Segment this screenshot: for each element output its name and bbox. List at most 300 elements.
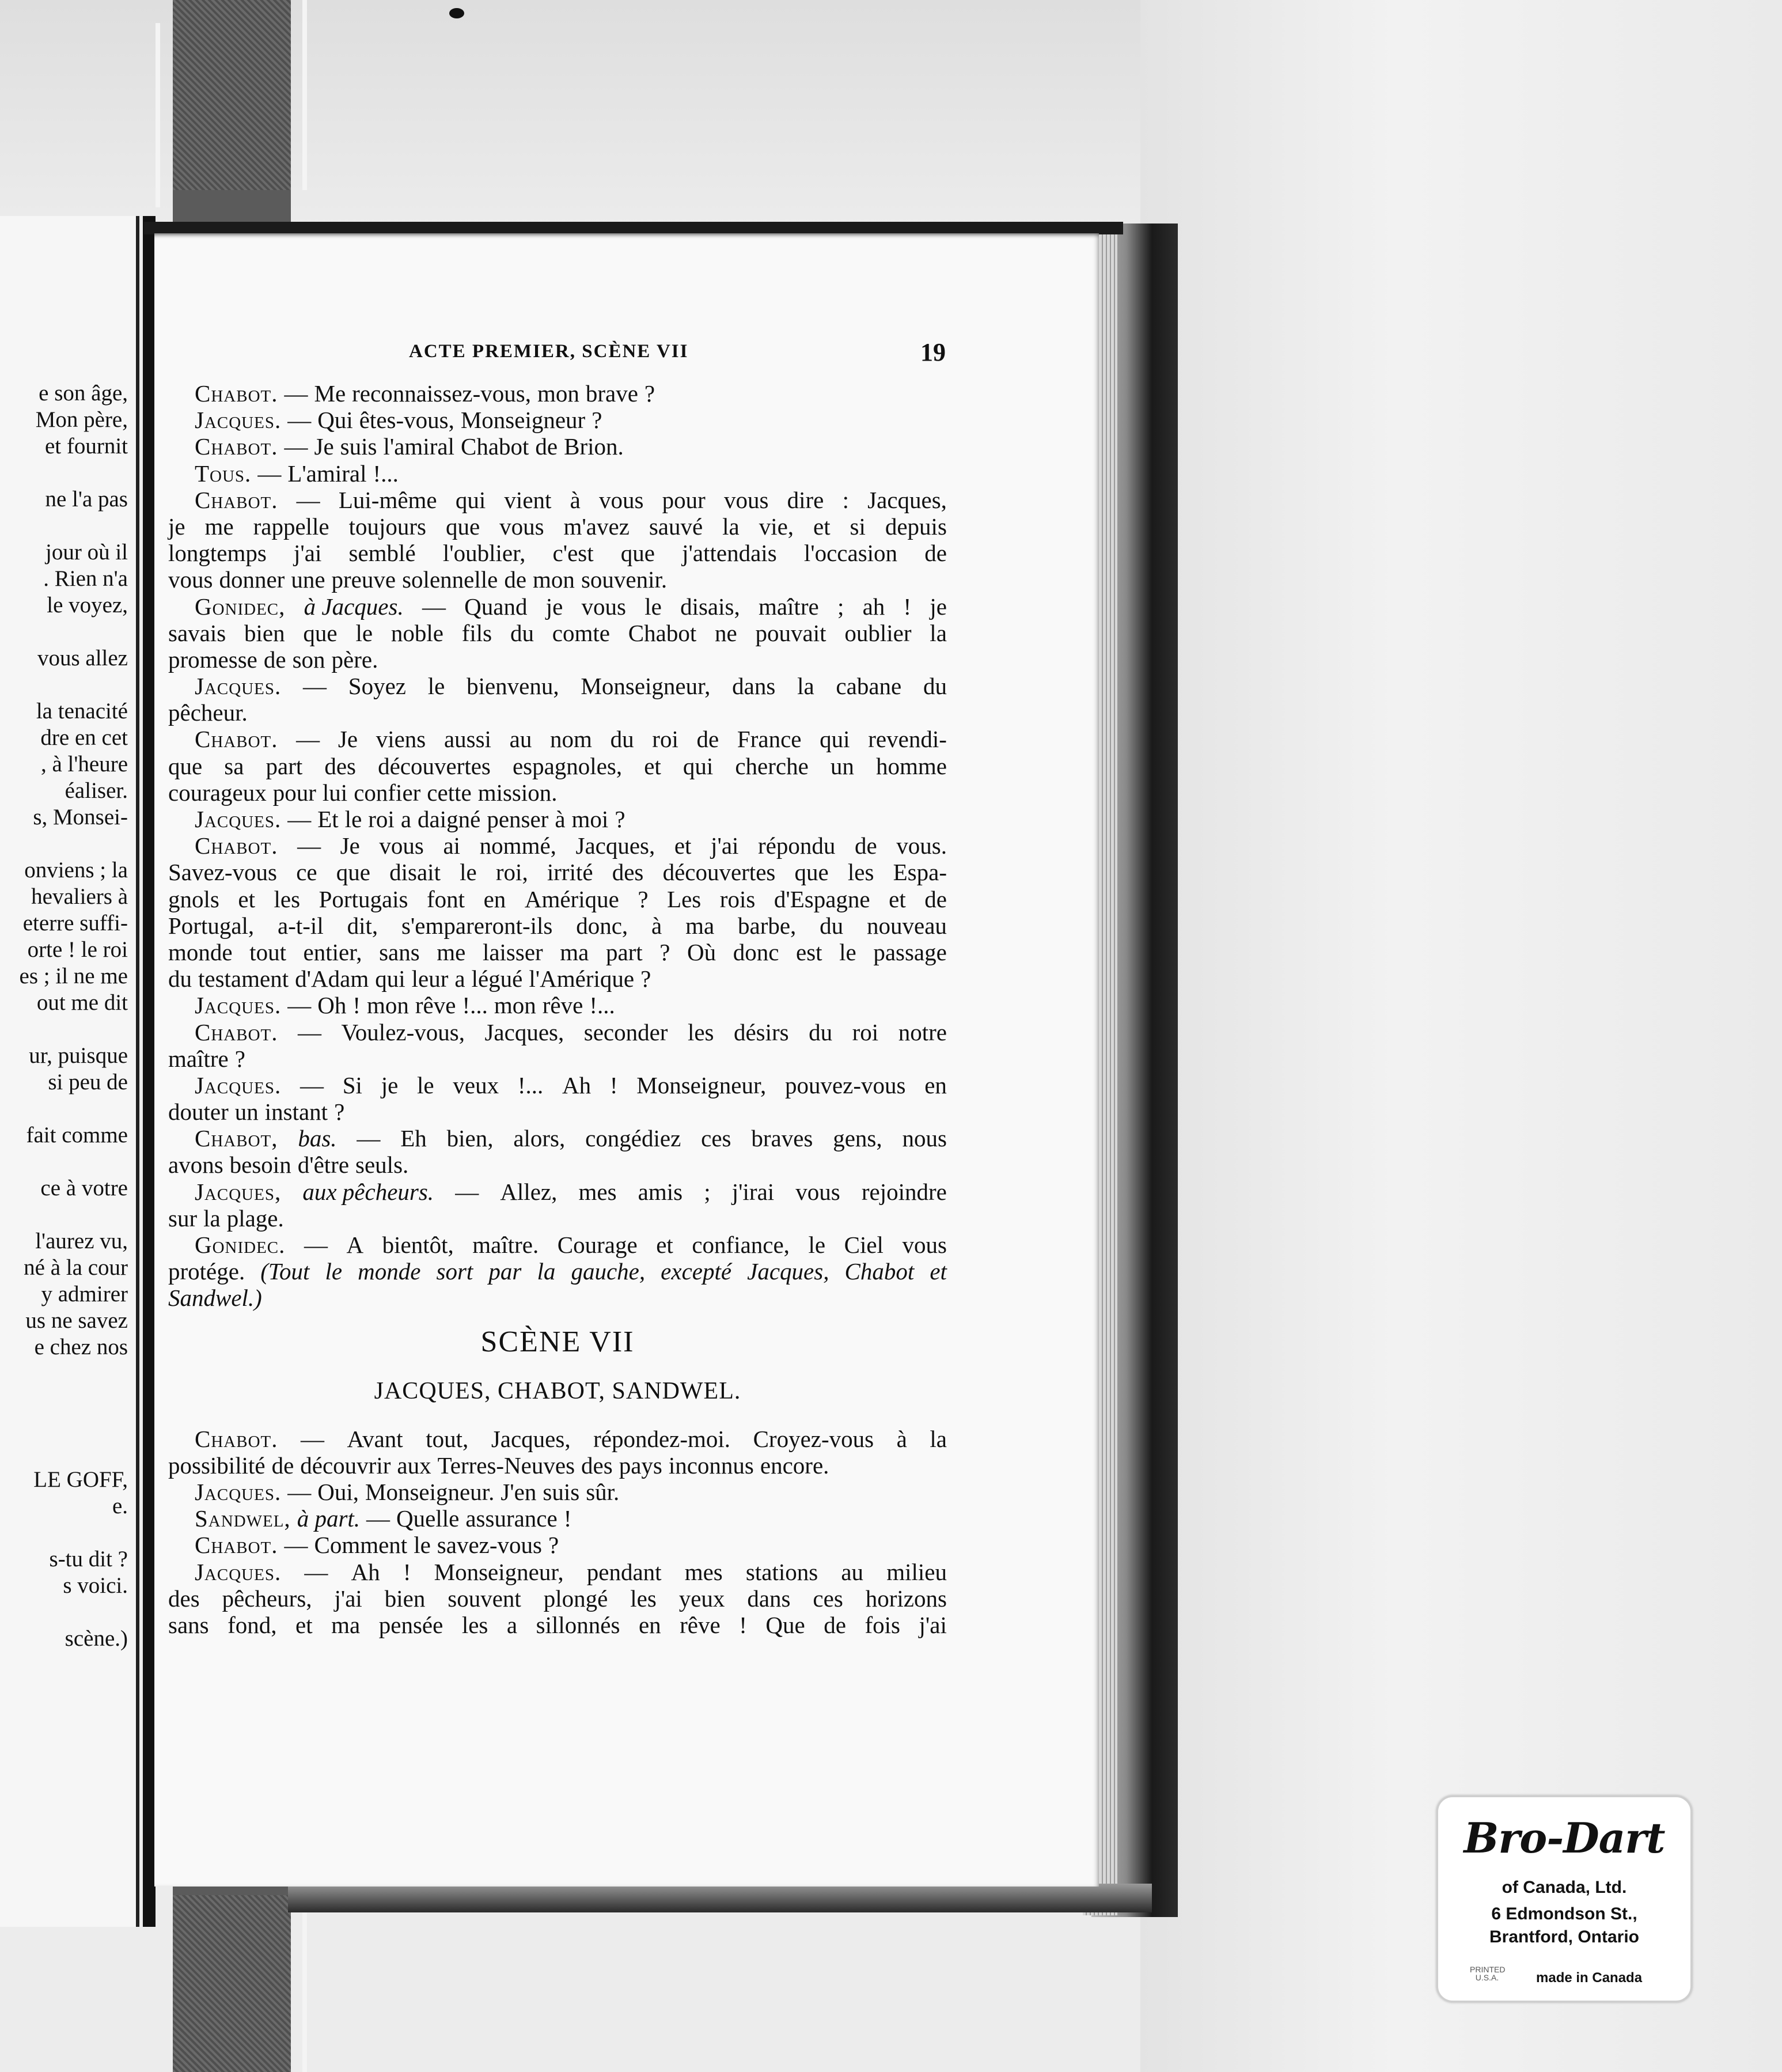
left-page-text-fragment: Mon père, <box>35 407 128 432</box>
word: rejoindre <box>861 1178 947 1205</box>
word: barbe, <box>738 912 797 939</box>
word: au <box>841 1558 864 1585</box>
page-number: 19 <box>920 338 946 366</box>
word: plage. <box>226 1204 284 1232</box>
left-page-text-fragment: la tenacité <box>36 699 128 724</box>
word: la <box>797 673 814 700</box>
word: Chabot <box>628 619 697 646</box>
word: rois <box>719 885 756 912</box>
word: que <box>168 752 203 779</box>
text-line <box>168 1072 947 1098</box>
word: le <box>427 673 445 700</box>
word: et <box>656 1232 673 1258</box>
word: yeux <box>678 1585 725 1612</box>
word: — <box>357 1125 381 1152</box>
word: veux <box>453 1071 499 1098</box>
left-page-text-fragment: us ne savez <box>25 1308 128 1333</box>
stage-direction: aux pêcheurs. <box>302 1178 434 1205</box>
text-line <box>168 646 947 673</box>
word: et <box>674 832 692 859</box>
scene-cast: JACQUES, CHABOT, SANDWEL. <box>374 1377 741 1404</box>
word: ma <box>685 912 715 939</box>
word: et <box>238 885 255 912</box>
word: — <box>284 1532 308 1559</box>
word: maître. <box>472 1232 539 1258</box>
word: ! <box>403 1558 411 1585</box>
stage-direction-word: monde <box>358 1258 421 1285</box>
speaker-name: Tous. <box>195 460 252 487</box>
word: en <box>483 885 506 912</box>
text-line <box>168 1612 947 1638</box>
word: fois <box>865 1611 900 1638</box>
stage-direction-word: sort <box>436 1258 473 1285</box>
word: !... <box>373 460 399 487</box>
word: que <box>794 859 829 886</box>
word: plongé <box>543 1585 608 1612</box>
left-page-text-fragment: y admirer <box>41 1282 128 1306</box>
word: Jacques, <box>575 832 655 859</box>
word: France <box>737 726 802 753</box>
text-line <box>168 806 947 832</box>
word: Monseigneur, <box>434 1558 564 1585</box>
word: noble <box>390 619 443 646</box>
word: — <box>303 673 327 700</box>
word: Comment <box>314 1532 408 1559</box>
left-page-text-fragment: s voici. <box>63 1573 128 1598</box>
word: Ah <box>351 1558 380 1585</box>
word: découvertes <box>378 752 491 779</box>
word: aux <box>397 1452 431 1479</box>
word: et <box>295 1611 313 1638</box>
stage-direction-word: excepté <box>661 1258 732 1285</box>
word: oublier <box>844 619 912 646</box>
word: ce <box>296 859 317 886</box>
text-line <box>168 1505 947 1532</box>
binding-thread <box>302 0 307 190</box>
word: je <box>545 593 563 620</box>
word: sans <box>168 1611 209 1638</box>
word: la <box>203 1204 221 1232</box>
word: — <box>301 1425 325 1452</box>
word: fils <box>461 619 492 646</box>
word: solennelle <box>402 566 498 593</box>
stage-direction-word: la <box>537 1258 556 1285</box>
word: roi <box>852 1018 879 1046</box>
text-line <box>168 593 947 620</box>
word: maître <box>168 1045 229 1072</box>
speaker-name: Chabot. <box>195 433 278 460</box>
word: longtemps <box>168 540 267 567</box>
word: le <box>644 593 662 620</box>
word: me <box>204 513 234 540</box>
word: Brion. <box>564 433 624 460</box>
word: vous <box>723 486 769 513</box>
word: les <box>630 1585 657 1612</box>
word: tout <box>249 938 286 965</box>
word: : <box>842 486 849 513</box>
word: je <box>168 513 185 540</box>
word: rêve <box>415 992 456 1019</box>
left-page-text-fragment: e chez nos <box>34 1335 128 1359</box>
word: — <box>297 1018 321 1046</box>
word: ah <box>862 593 885 620</box>
word: — <box>299 1071 324 1098</box>
word: donc, <box>576 912 628 939</box>
word: ma <box>560 938 589 965</box>
word: braves <box>751 1125 813 1152</box>
word: disait <box>389 859 441 886</box>
word: Quand <box>464 593 528 620</box>
word: l'amiral <box>383 433 454 460</box>
word: — <box>422 593 446 620</box>
text-line <box>168 726 947 752</box>
word: — <box>304 1232 328 1258</box>
word: !... <box>462 992 488 1019</box>
word: a <box>400 806 412 832</box>
word: la <box>930 1425 947 1452</box>
word: Les <box>667 885 702 912</box>
text-line <box>168 1232 947 1258</box>
word: vous <box>598 486 644 513</box>
word: dans <box>747 1585 791 1612</box>
stage-direction-word: gauche, <box>571 1258 646 1285</box>
speaker-name: Jacques, <box>195 1178 282 1205</box>
word: Si <box>342 1071 362 1098</box>
word: a <box>506 1611 518 1638</box>
speaker-name: Jacques. <box>195 806 282 832</box>
word: seuls. <box>355 1151 409 1179</box>
word: pensée <box>378 1611 443 1638</box>
page-text <box>168 380 947 1638</box>
speaker-name: Chabot. <box>195 832 278 859</box>
word: je <box>381 1071 399 1098</box>
word: Et <box>317 806 339 832</box>
speaker-name: Jacques. <box>195 992 282 1019</box>
word: qui <box>455 486 486 513</box>
stamp-address-1: 6 Edmondson St., <box>1491 1904 1637 1923</box>
text-line <box>168 939 947 965</box>
text-line <box>168 1285 947 1311</box>
scene-heading <box>168 1312 947 1426</box>
spine-cloth-bottom <box>173 1895 291 2072</box>
word: ! <box>609 1071 618 1098</box>
word: Courage <box>557 1232 638 1258</box>
text-line <box>168 1046 947 1072</box>
word: du <box>610 726 634 753</box>
stage-direction-word: le <box>325 1258 343 1285</box>
text-line <box>168 513 947 540</box>
word: mon <box>533 566 575 593</box>
word: à <box>570 486 581 513</box>
dialogue-part-1 <box>168 380 947 1312</box>
word: penser <box>487 806 549 832</box>
word: Soyez <box>348 673 406 700</box>
word: — <box>296 486 320 513</box>
word: pendant <box>586 1558 662 1585</box>
word: Eh <box>400 1125 427 1152</box>
word: est <box>796 938 822 965</box>
word: vient <box>504 486 552 513</box>
stage-direction-word: Sandwel.) <box>168 1285 262 1312</box>
word: irrité <box>547 859 593 886</box>
word: courageux <box>168 779 267 806</box>
stage-direction-word: Jacques, <box>747 1258 829 1285</box>
word: dit, <box>347 912 378 939</box>
word: j'ai <box>711 832 739 859</box>
word: homme <box>875 752 947 779</box>
word: font <box>427 885 465 912</box>
word: roi, <box>495 859 528 886</box>
left-page-text-fragment: ne l'a pas <box>45 487 128 512</box>
word: et <box>889 885 906 912</box>
word: pouvez-vous <box>784 1071 906 1098</box>
word: et <box>644 752 661 779</box>
word: vous. <box>896 832 947 859</box>
word: aussi <box>443 726 491 753</box>
word: à <box>555 806 566 832</box>
word: Allez, <box>500 1178 558 1205</box>
speaker-name: Jacques. <box>195 1478 282 1505</box>
word: savez-vous <box>437 1532 542 1559</box>
word: c'est <box>552 540 594 567</box>
word: maître <box>758 593 819 620</box>
word: j'irai <box>731 1178 775 1205</box>
word: A <box>346 1232 364 1258</box>
word: légué <box>471 965 523 993</box>
word: Voulez-vous, <box>341 1018 465 1046</box>
word: Portugal, <box>168 912 255 939</box>
left-page-text-fragment: jour où il <box>46 540 128 565</box>
word: sûr. <box>586 1478 620 1505</box>
word: en <box>924 1071 947 1098</box>
word: encore. <box>760 1452 829 1479</box>
word: du <box>820 912 844 939</box>
left-page-text-fragment: s, Monsei- <box>33 805 128 829</box>
word: ; <box>704 1178 711 1205</box>
word: leur <box>411 965 449 993</box>
word: !... <box>589 992 615 1019</box>
stamp-printed-mark: PRINTED U.S.A. <box>1470 1965 1506 1982</box>
word: disais, <box>680 593 740 620</box>
text-line <box>168 540 947 566</box>
word: vous <box>379 832 424 859</box>
word: possibilité <box>168 1452 266 1479</box>
word: le <box>355 619 373 646</box>
word: ! <box>352 992 361 1019</box>
word: ma <box>331 1611 361 1638</box>
word: Je <box>314 433 334 460</box>
word: fond, <box>228 1611 277 1638</box>
word: de <box>924 540 947 567</box>
word: répondez-moi. <box>593 1425 731 1452</box>
word: — <box>296 726 320 753</box>
word: Savez-vous <box>168 859 278 886</box>
word: pêcheur. <box>168 699 248 726</box>
word: découvrir <box>300 1452 391 1479</box>
left-page-text-fragment: ce à votre <box>40 1176 128 1200</box>
word: ? <box>548 1532 559 1559</box>
word: J'en <box>501 1478 537 1505</box>
word: Monseigneur <box>460 407 586 434</box>
word: sans <box>379 938 420 965</box>
word: ? <box>659 938 670 965</box>
word: les <box>274 885 301 912</box>
speaker-name: Chabot. <box>195 380 278 407</box>
left-page-text-fragment: l'aurez vu, <box>35 1229 128 1253</box>
word: — <box>284 380 308 407</box>
word: de <box>696 726 719 753</box>
text-line <box>168 620 947 646</box>
word: vous <box>499 513 544 540</box>
word: Monseigneur, <box>581 673 711 700</box>
word: espagnoles, <box>512 752 623 779</box>
word: Chabot <box>460 433 529 460</box>
stamp-made-in: made in Canada <box>1536 1970 1643 1986</box>
word: dire <box>787 486 824 513</box>
word: part <box>605 938 643 965</box>
word: brave <box>585 380 638 407</box>
stage-direction: à Jacques. <box>304 593 404 620</box>
text-line <box>168 1125 947 1151</box>
word: bien <box>384 1585 426 1612</box>
word: le <box>839 938 856 965</box>
speaker-name: Chabot. <box>195 1018 278 1046</box>
word: Croyez-vous <box>753 1425 874 1452</box>
word: vous <box>795 1178 840 1205</box>
stamp-address-2: Brantford, Ontario <box>1489 1927 1639 1946</box>
dust-speck <box>449 8 464 18</box>
stage-direction-word: et <box>930 1258 947 1285</box>
left-page-text-fragment: out me dit <box>36 990 128 1015</box>
word: Ciel <box>844 1232 884 1258</box>
word: ne <box>715 619 737 646</box>
text-line <box>168 992 947 1018</box>
word: bientôt, <box>382 1232 454 1258</box>
word: j'attendais <box>682 540 777 567</box>
left-page-text-fragment: hevaliers à <box>31 884 128 909</box>
text-line <box>168 1098 947 1125</box>
page-gutter-edge <box>143 216 156 1927</box>
word: Monseigneur. <box>365 1478 495 1505</box>
word: de <box>924 885 947 912</box>
word: le <box>344 806 362 832</box>
word: désirs <box>733 1018 789 1046</box>
word: d'être <box>297 1151 350 1179</box>
stage-direction-word: (Tout <box>260 1258 310 1285</box>
word: milieu <box>886 1558 947 1585</box>
word: — <box>287 407 312 434</box>
left-page-text-fragment: . Rien n'a <box>43 566 128 591</box>
word: tout, <box>426 1425 469 1452</box>
word: les <box>461 1611 488 1638</box>
word: cabane <box>836 673 902 700</box>
speaker-name: Chabot. <box>195 1532 278 1559</box>
left-page-text-fragment: dre en cet <box>40 725 128 750</box>
word: les <box>847 859 874 886</box>
left-page-text-fragment: né à la cour <box>24 1255 128 1280</box>
word: mon <box>367 992 409 1019</box>
text-line <box>168 1258 947 1285</box>
word: gnols <box>168 885 219 912</box>
text-line <box>168 1585 947 1612</box>
text-line <box>168 832 947 859</box>
word: amis <box>638 1178 683 1205</box>
word: cette <box>427 779 472 806</box>
binding-thread <box>156 23 160 207</box>
word: du <box>809 1018 833 1046</box>
word: donner <box>219 566 285 593</box>
word: — <box>455 1178 479 1205</box>
text-line <box>168 566 947 593</box>
text-line <box>168 965 947 992</box>
word: bien, <box>446 1125 494 1152</box>
text-line <box>168 886 947 912</box>
left-page-text-fragment: e. <box>112 1494 128 1518</box>
left-page-text-fragment: si peu de <box>48 1070 128 1094</box>
word: des <box>168 1585 200 1612</box>
word: pour <box>272 779 316 806</box>
word: besoin <box>229 1151 291 1179</box>
speaker-name: Jacques. <box>195 407 282 434</box>
word: Amérique <box>524 885 619 912</box>
word: a <box>454 965 465 993</box>
word: êtes-vous, <box>359 407 454 434</box>
word: sa <box>224 752 244 779</box>
left-page <box>0 216 139 1927</box>
word: !... <box>517 1071 544 1098</box>
word: ! <box>563 1505 572 1532</box>
left-page-text-fragment: s-tu dit ? <box>49 1547 128 1571</box>
word: Oui, <box>317 1478 359 1505</box>
word: Où <box>687 938 716 965</box>
word: monde <box>168 938 233 965</box>
word: notre <box>898 1018 947 1046</box>
word: du <box>923 673 947 700</box>
word: si <box>850 513 866 540</box>
word: sillonnés <box>536 1611 620 1638</box>
word: en <box>638 1611 661 1638</box>
word: vie, <box>759 513 794 540</box>
word: Terres-Neuves <box>437 1452 575 1479</box>
left-page-text-fragment: éaliser. <box>65 778 128 803</box>
speaker-name: Chabot. <box>195 726 278 753</box>
word: des <box>324 752 356 779</box>
word: mes <box>684 1558 723 1585</box>
word: ces <box>813 1585 843 1612</box>
word: Quelle <box>396 1505 460 1532</box>
word: Espa- <box>893 859 947 886</box>
word: de <box>263 646 286 673</box>
text-line <box>168 1426 947 1452</box>
word: à <box>896 1425 907 1452</box>
word: mission. <box>477 779 558 806</box>
text-line <box>168 699 947 726</box>
word: j'ai <box>919 1611 947 1638</box>
word: le <box>417 1071 434 1098</box>
background-right <box>1140 0 1782 2072</box>
word: Portugais <box>319 885 408 912</box>
word: ? <box>615 806 625 832</box>
word: et <box>813 513 831 540</box>
word: Jacques, <box>867 486 947 513</box>
word: ces <box>701 1125 731 1152</box>
word: testament <box>198 965 289 993</box>
text-line <box>168 912 947 939</box>
word: sauvé <box>649 513 703 540</box>
word: confier <box>354 779 421 806</box>
word: l'occasion <box>803 540 898 567</box>
word: que <box>445 513 480 540</box>
